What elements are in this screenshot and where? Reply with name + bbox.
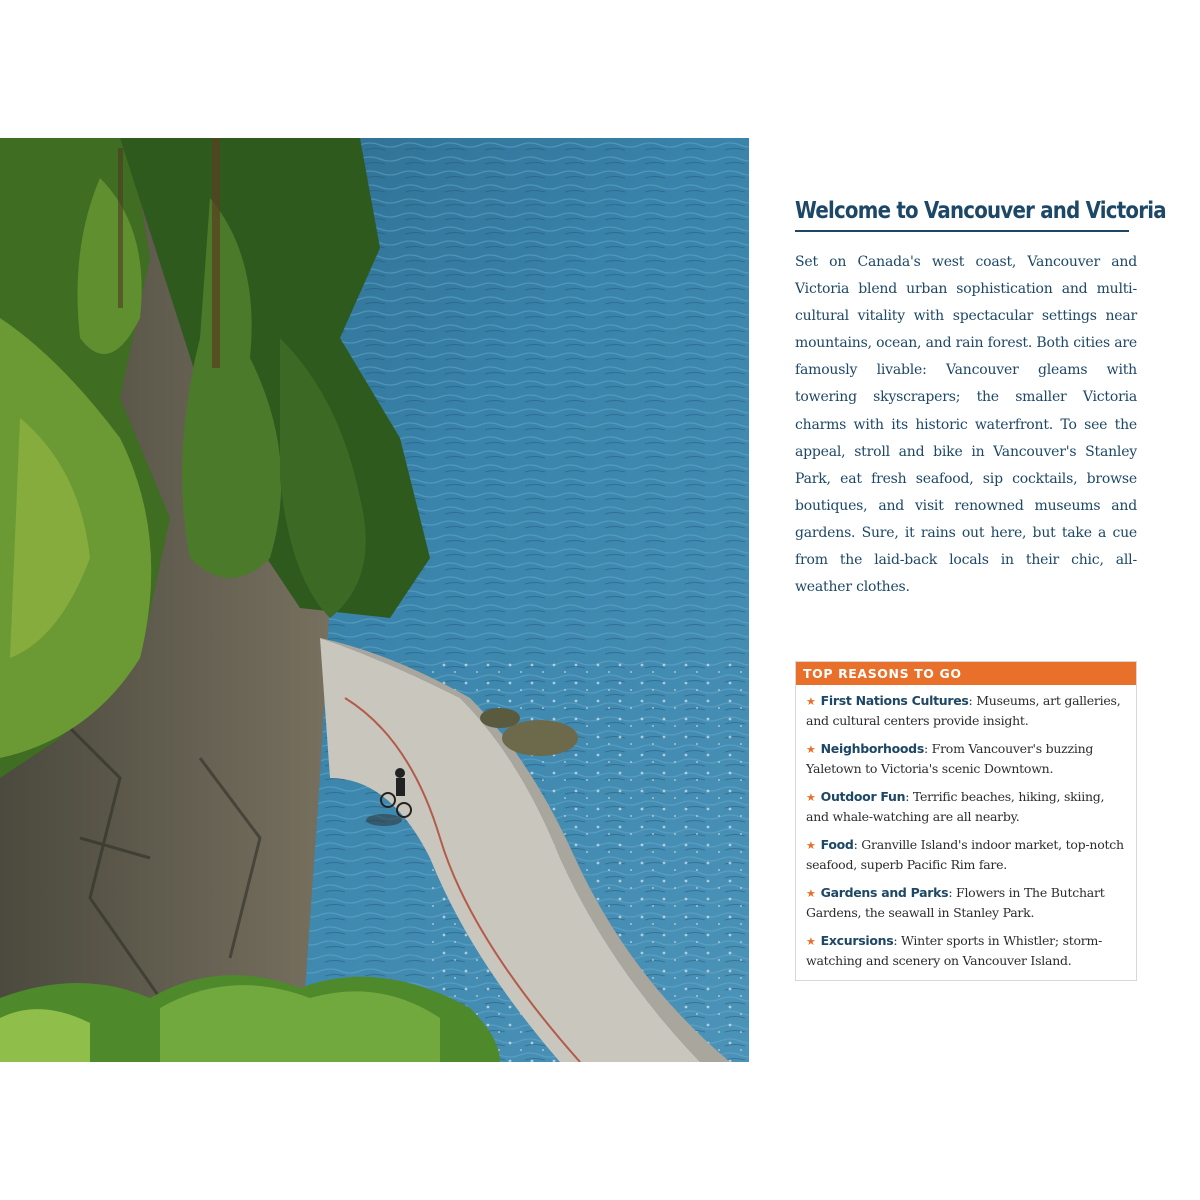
- reason-item: [806, 691, 1128, 730]
- book-spread: [0, 138, 1200, 1062]
- reason-text: From Vancouver's buzzing Yaletown to Victoria's scenic Downtown.: [806, 741, 1094, 776]
- reason-term: Gardens and Parks: [820, 885, 949, 900]
- reason-item: [806, 739, 1128, 778]
- foreground-bushes: [0, 975, 500, 1062]
- reason-term: Neighborhoods: [820, 741, 924, 756]
- reason-item: [806, 787, 1128, 826]
- top-reasons-list: [796, 685, 1136, 980]
- seawall-photo: [0, 138, 749, 1062]
- reason-item: [806, 931, 1128, 970]
- reason-term: Outdoor Fun: [820, 789, 906, 804]
- reason-text: Winter sports in Whistler; storm-watching and scenery on Vancouver Island.: [806, 933, 1103, 968]
- reason-text: Museums, art galleries, and cultural centers provide insight.: [806, 693, 1121, 728]
- reason-item: [806, 883, 1128, 922]
- reason-colon: :: [923, 741, 932, 756]
- reason-term: Excursions: [820, 933, 894, 948]
- reason-colon: :: [905, 789, 913, 804]
- star-icon: ★: [806, 791, 816, 804]
- star-icon: ★: [806, 743, 816, 756]
- reason-item: [806, 835, 1128, 874]
- title-underline: [795, 230, 1129, 232]
- reason-colon: :: [853, 837, 862, 852]
- top-reasons-header: TOP REASONS TO GO: [796, 662, 1136, 685]
- reason-text: Terrific beaches, hiking, skiing, and whale-watching are all nearby.: [806, 789, 1105, 824]
- reason-text: Flowers in The Butchart Gardens, the seawall in Stanley Park.: [806, 885, 1105, 920]
- intro-paragraph: Set on Canada's west coast, Vancouver and Victoria blend urban sophistication and multi-cultural vitality with spectacular settings near mountains, ocean, and rain forest. Both cities are famously livable: Vancouver gleams with towering skyscrapers; the smaller Victoria charms with its historic waterfront. To see the appeal, stroll and bike in Vancouver's Stanley Park, eat fresh seafood, sip cocktails, browse boutiques, and visit renowned museums and gardens. Sure, it rains out here, but take a cue from the laid-back locals in their chic, all-weather clothes.: [795, 254, 1137, 596]
- reason-colon: :: [968, 693, 977, 708]
- top-reasons-box: [795, 661, 1137, 981]
- star-icon: ★: [806, 695, 816, 708]
- reason-colon: :: [893, 933, 902, 948]
- reason-text: Granville Island's indoor market, top-notch seafood, superb Pacific Rim fare.: [806, 837, 1124, 872]
- star-icon: ★: [806, 839, 816, 852]
- star-icon: ★: [806, 935, 816, 948]
- reason-colon: :: [948, 885, 957, 900]
- seawall-illustration: [0, 138, 749, 1062]
- star-icon: ★: [806, 887, 816, 900]
- reason-term: Food: [820, 837, 854, 852]
- reason-term: First Nations Cultures: [820, 693, 969, 708]
- article-title: Welcome to Vancouver and Victoria: [795, 198, 1166, 224]
- welcome-article: [795, 198, 1166, 601]
